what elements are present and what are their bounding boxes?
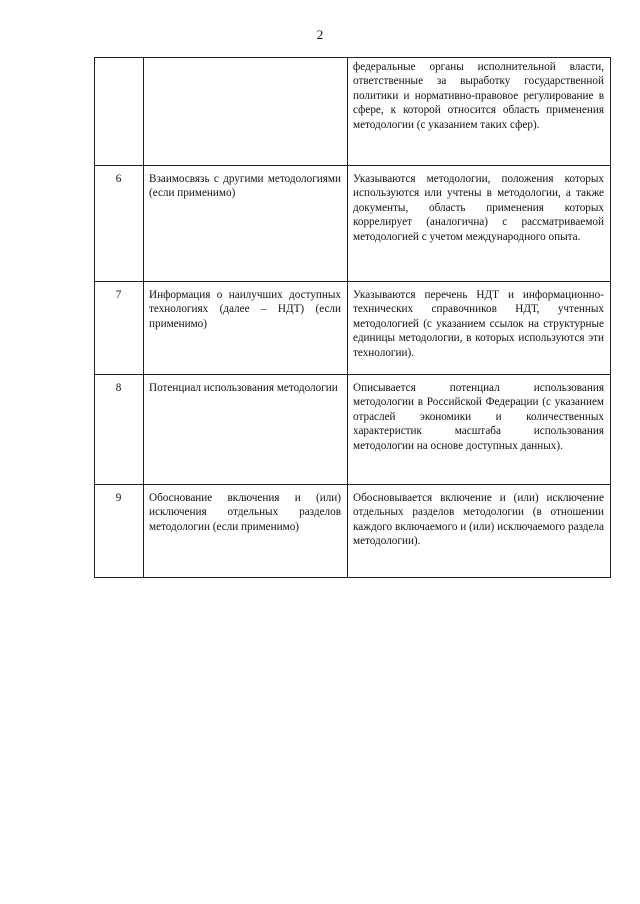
row-name: Обоснование включения и (или) исключения отдельных разделов методологии (если применимо) (144, 485, 348, 578)
row-description: Указываются методологии, положения которых используются или учтены в методологии, а также документы, область применения которых коррелирует (аналогична) с рассматриваемой методологией с учетом международного опыта. (348, 166, 611, 282)
table-row (95, 485, 611, 578)
table-row (95, 58, 611, 166)
row-description: Указываются перечень НДТ и информационно-технических справочников НДТ, учтенных методологией (с указанием ссылок на структурные единицы методологии, в которых используются эти технологии). (348, 282, 611, 375)
row-number: 8 (95, 375, 144, 485)
row-description: Описывается потенциал использования методологии в Российской Федерации (с указанием отраслей экономики и количественных характеристик масштаба использования методологии на основе доступных данных). (348, 375, 611, 485)
row-description: Обосновывается включение и (или) исключение отдельных разделов методологии (в отношении каждого включаемого и (или) исключаемого раздела методологии). (348, 485, 611, 578)
row-number: 6 (95, 166, 144, 282)
table-row (95, 375, 611, 485)
row-name: Взаимосвязь с другими методологиями (если применимо) (144, 166, 348, 282)
table-row (95, 282, 611, 375)
page-number: 2 (316, 27, 324, 42)
row-number (95, 58, 144, 166)
table-row (95, 166, 611, 282)
row-name: Потенциал использования методологии (144, 375, 348, 485)
row-name (144, 58, 348, 166)
methodology-table (94, 57, 611, 578)
row-number: 9 (95, 485, 144, 578)
row-number: 7 (95, 282, 144, 375)
row-description: федеральные органы исполнительной власти, ответственные за выработку государственной политики и нормативно-правовое регулирование в сфере, к которой относится область применения методологии (с указанием таких сфер). (348, 58, 611, 166)
row-name: Информация о наилучших доступных технологиях (далее – НДТ) (если применимо) (144, 282, 348, 375)
